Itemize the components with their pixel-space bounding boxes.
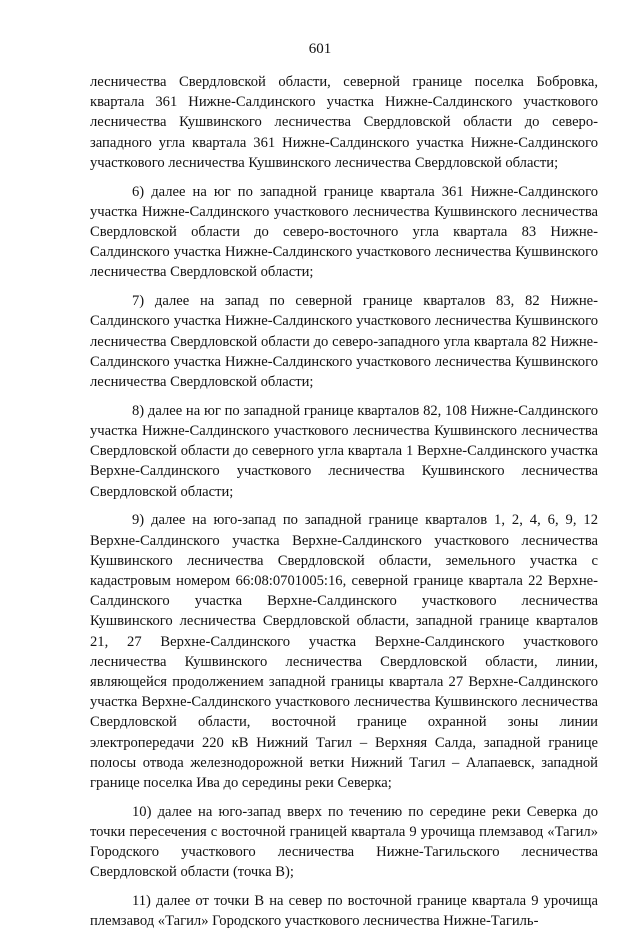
paragraph-item-9: 9) далее на юго-запад по западной границе кварталов 1, 2, 4, 6, 9, 12 Верхне-Салдинского участка Верхне-Салдинского участкового лесничества Кушвинского лесничества Свердловской области, земельного участка с кадастровым номером 66:08:0701005:16, северной границе квартала 22 Верхне-Салдинского участка Верхне-Салдинского участкового лесничества Кушвинского лесничества Свердловской области, западной границе кварталов 21, 27 Верхне-Салдинского участка Верхне-Салдинского участкового лесничества Кушвинского лесничества Свердловской области, линии, являющейся продолжением западной границы квартала 27 Верхне-Салдинского участка Верхне-Салдинского участкового лесничества Кушвинского лесничества Свердловской области, восточной границе охранной зоны линии электропередачи 220 кВ Нижний Тагил – Верхняя Салда, западной границе полосы отвода железнодорожной ветки Нижний Тагил – Алапаевск, западной границе поселка Ива до середины реки Северка; [90,512,598,792]
paragraph-item-8: 8) далее на юг по западной границе кварталов 82, 108 Нижне-Салдинского участка Нижне-Салдинского участкового лесничества Кушвинского лесничества Свердловской области до северного угла квартала 1 Верхне-Салдинского участка Верхне-Салдинского участкового лесничества Кушвинского лесничества Свердловской области; [90,402,598,500]
document-body [90,72,598,940]
paragraph-item-7: 7) далее на запад по северной границе кварталов 83, 82 Нижне-Салдинского участка Нижне-Салдинского участкового лесничества Кушвинского лесничества Свердловской области до северо-западного угла квартала 82 Нижне-Салдинского участка Нижне-Салдинского участкового лесничества Кушвинского лесничества Свердловской области; [90,293,598,391]
page-number: 601 [308,41,332,57]
paragraph-item-6: 6) далее на юг по западной границе квартала 361 Нижне-Салдинского участка Нижне-Салдинского участкового лесничества Кушвинского лесничества Свердловской области до северо-восточного угла квартала 83 Нижне-Салдинского участка Нижне-Салдинского участкового лесничества Кушвинского лесничества Свердловской области; [90,183,598,281]
paragraph-item-10: 10) далее на юго-запад вверх по течению по середине реки Северка до точки пересечения с восточной границей квартала 9 урочища племзавод «Тагил» Городского участкового лесничества Нижне-Тагильского лесничества Свердловской области (точка В); [90,803,598,881]
paragraph-continuation: лесничества Свердловской области, северной границе поселка Бобровка, квартала 361 Нижне-Салдинского участка Нижне-Салдинского участкового лесничества Кушвинского лесничества Свердловской области до северо-западного угла квартала 361 Нижне-Салдинского участка Нижне-Салдинского участкового лесничества Кушвинского лесничества Свердловской области; [90,74,598,171]
paragraph-item-11: 11) далее от точки В на север по восточной границе квартала 9 урочища племзавод «Тагил» Городского участкового лесничества Нижне-Тагиль- [90,893,598,930]
